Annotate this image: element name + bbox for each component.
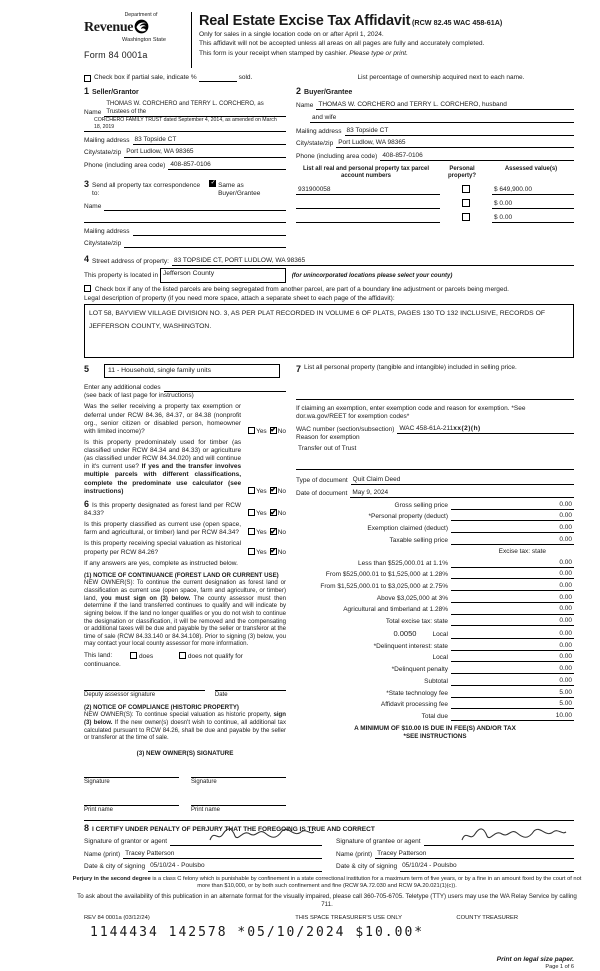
parcel-numbers-header: List all real and personal property tax parcel account numbers: [302, 165, 430, 180]
notice1-title: (1) NOTICE OF CONTINUANCE (FOREST LAND OR CURRENT USE): [84, 571, 279, 579]
buyer-section: [296, 86, 574, 248]
exemption-question: Was the seller receiving a property tax exemption or deferral under RCW 84.36, 84.37, or 84.38 (nonprofit org., senior citizen or disabled person, homeowner with limited income)?: [84, 403, 242, 435]
tax-row-label: Subtotal: [424, 677, 448, 685]
tax-row-value[interactable]: 5.00: [451, 689, 574, 698]
deputy-assessor-signature-label: Deputy assessor signature: [84, 692, 156, 699]
tax-row-label: *Delinquent interest: state: [373, 642, 448, 650]
tax-row-label: Gross selling price: [394, 501, 448, 509]
reason-extra-field[interactable]: [296, 461, 574, 470]
legal-description-label: Legal description of property (if you need more space, attach a separate sheet to each page of the affidavit):: [84, 294, 395, 302]
buyer-heading: Buyer/Grantee: [304, 89, 353, 96]
tax-row-label: Less than $525,000.01 at 1.1%: [358, 559, 448, 567]
exemption-no-checkbox[interactable]: [270, 427, 277, 434]
tax-row-label: Affidavit processing fee: [380, 701, 448, 709]
assessed-value-field[interactable]: $ 0.00: [492, 214, 574, 223]
header-divider: [191, 12, 192, 68]
sold-label: sold.: [238, 73, 253, 81]
correspondence-mailing-label: Mailing address: [84, 227, 130, 235]
additional-codes-label: Enter any additional codes: [84, 384, 161, 392]
deputy-date-field[interactable]: [215, 681, 286, 691]
tax-row-value[interactable]: 0.00: [451, 653, 574, 662]
deputy-assessor-signature-field[interactable]: [84, 681, 205, 691]
buyer-name-field[interactable]: THOMAS W. CORCHERO and TERRY L. CORCHERO, husband: [316, 101, 574, 110]
parcel-number-field[interactable]: [296, 214, 440, 223]
seller-heading: Seller/Grantor: [92, 89, 139, 96]
tax-row-label: *Personal property (deduct): [368, 513, 448, 521]
segregated-label: Check box if any of the listed parcels are being segregated from another parcel, are part of a boundary line adjustment or parcels being merged.: [94, 285, 509, 293]
tax-row-value[interactable]: 0.00: [451, 524, 574, 533]
grantee-signature-image: [458, 825, 568, 848]
revenue-wordmark: Revenue: [84, 19, 134, 35]
grantor-print-name-label: Name (print): [84, 850, 121, 858]
property-section: [84, 254, 574, 358]
owner1-print-name-label: Print name: [84, 807, 114, 814]
street-address-label: Street address of property:: [92, 257, 169, 265]
buyer-mailing-field[interactable]: 83 Topside CT: [345, 127, 574, 136]
document-type-label: Type of document: [296, 477, 348, 485]
parcel-row: [296, 213, 574, 223]
grantor-date-city-field[interactable]: 05/10/24 - Poulsbo: [148, 862, 322, 871]
grantee-print-name-field[interactable]: Tracey Patterson: [375, 850, 574, 859]
historic-no-checkbox[interactable]: [270, 548, 277, 555]
tax-row-value[interactable]: 0.00: [451, 594, 574, 603]
owner2-signature-label: Signature: [191, 778, 217, 785]
grantee-date-city-field[interactable]: 05/10/24 - Poulsbo: [400, 862, 574, 871]
tax-row-value[interactable]: 0.00: [451, 677, 574, 686]
personal-property-checkbox[interactable]: [462, 213, 470, 221]
seller-name-label: Name: [84, 109, 102, 117]
tax-row-label: From $525,000.01 to $1,525,000 at 1.28%: [325, 571, 448, 579]
tax-row-value[interactable]: 0.00: [451, 665, 574, 674]
correspondence-name-field[interactable]: [104, 202, 286, 211]
tax-row-value[interactable]: 0.00: [451, 536, 574, 545]
form-header: [84, 12, 574, 68]
tax-row-label: From $1,525,000.01 to $3,025,000 at 2.75%: [320, 583, 448, 591]
owner2-print-name-label: Print name: [191, 807, 221, 814]
partial-sale-label: Check box if partial sale, indicate %: [94, 73, 197, 81]
notice2-body: NEW OWNER(S): To continue special valuation as historic property, sign (3) below. If the new owner(s) doesn't wish to continue, all additional tax calculated pursuant to RCW 84.26, shall be due and payable by the seller or transferor at the time of sale.: [84, 711, 286, 742]
correspondence-section: [84, 179, 286, 198]
section-1-number: 1: [84, 86, 90, 96]
owner2-signature-field[interactable]: [191, 768, 286, 778]
parcel-row: [296, 185, 574, 195]
tax-computation: [296, 501, 574, 721]
buyer-mailing-label: Mailing address: [296, 127, 342, 135]
dor-swirl-icon: [134, 19, 149, 37]
seller-phone-field[interactable]: 408-857-0106: [168, 161, 286, 170]
forest-question: Is this property designated as forest land per RCW 84.33?: [84, 501, 242, 518]
tax-row-value[interactable]: 0.00: [451, 617, 574, 626]
tax-row-value[interactable]: 0.00: [451, 559, 574, 568]
historic-yes-checkbox[interactable]: [248, 548, 255, 555]
ownership-note: List percentage of ownership acquired next to each name.: [357, 73, 525, 81]
forest-yes-checkbox[interactable]: [248, 509, 255, 516]
tax-row-label: Local: [432, 654, 448, 662]
seller-name-field-line2[interactable]: CORCHERO FAMILY TRUST dated September 4, 2014, as amended on March 18, 2019: [84, 117, 286, 132]
if-yes-note: If any answers are yes, complete as instructed below.: [84, 559, 238, 567]
exemption-note: If claiming an exemption, enter exemption code and reason for exemption. *See dor.wa.gov/REET for exemption codes*: [296, 405, 526, 421]
tax-row-value[interactable]: 0.00: [451, 582, 574, 591]
personal-property-section: [296, 364, 574, 815]
print-legal-note: Print on legal size paper.: [496, 955, 574, 963]
tax-row-value[interactable]: 0.00: [451, 642, 574, 651]
excise-tax-state-header: Excise tax: state: [498, 547, 546, 555]
correspondence-csz-label: City/state/zip: [84, 240, 122, 248]
timber-no-checkbox[interactable]: [270, 487, 277, 494]
correspondence-extra-field[interactable]: [84, 214, 286, 223]
parcel-table-header: [296, 166, 574, 181]
form-title: Real Estate Excise Tax Affidavit: [199, 13, 411, 29]
grantor-signature-label: Signature of grantor or agent: [84, 838, 168, 846]
document-date-field[interactable]: May 9, 2024: [350, 489, 574, 498]
personal-property-list-field[interactable]: [296, 391, 574, 400]
washington-state-label: Washington State: [122, 36, 166, 43]
historic-question: Is this property receiving special valuation as historical property per RCW 84.26?: [84, 540, 242, 556]
tax-row-label: Taxable selling price: [389, 536, 448, 544]
section-4-number: 4: [84, 254, 90, 265]
grantee-date-city-label: Date & city of signing: [336, 863, 398, 871]
notice1-body: NEW OWNER(S): To continue the current designation as forest land or classification as current use (open space, farm and agriculture, or timber) land, you must sign on (3) below. The county assessor must then determine if the land transferred continues to qualify and will indicate by signing below. If the land no longer qualifies or you do not wish to continue the designation or classification, it will be removed and the compensating or additional taxes will be due and payable by the seller or transferor at the time of sale (RCW 84.33.140 or 84.34.108). Prior to signing (3) below, you may contact your local county assessor for more information.: [84, 579, 286, 648]
owner2-print-name-field[interactable]: [191, 796, 286, 806]
local-rate-value: 0.0050: [393, 628, 417, 638]
dept-of-label: Department of: [124, 12, 158, 18]
new-owner-signature-title: (3) NEW OWNER(S) SIGNATURE: [136, 749, 234, 757]
tax-row-value[interactable]: 0.00: [451, 630, 574, 639]
additional-codes-field[interactable]: [164, 383, 286, 392]
tax-row-label: Exemption claimed (deduct): [367, 525, 448, 533]
county-note: (for unincorporated locations please select your county): [291, 272, 453, 279]
owner1-print-name-field[interactable]: [84, 796, 179, 806]
seller-mailing-label: Mailing address: [84, 136, 130, 144]
owner1-signature-label: Signature: [84, 778, 110, 785]
treasurer-use-label: THIS SPACE TREASURER'S USE ONLY: [295, 915, 402, 922]
tax-row-label: Agricultural and timberland at 1.28%: [343, 606, 448, 614]
see-back-note: (see back of last page for instructions): [84, 392, 194, 400]
buyer-csz-label: City/state/zip: [296, 140, 334, 148]
personal-property-header: Personal property?: [447, 165, 476, 180]
designation-section: 6 Is this property designated as forest land per RCW 84.33? Yes ✔ No: [84, 499, 286, 518]
correspondence-mailing-field[interactable]: [133, 227, 286, 236]
land-does-qualify-checkbox[interactable]: [130, 652, 137, 659]
section-7-number: 7: [296, 363, 302, 374]
tax-row-value[interactable]: 0.00: [451, 501, 574, 510]
seller-mailing-field[interactable]: 83 Topside CT: [133, 136, 286, 145]
located-in-label: This property is located in: [84, 271, 159, 279]
buyer-phone-label: Phone (including area code): [296, 152, 378, 160]
notice2-title: (2) NOTICE OF COMPLIANCE (HISTORIC PROPERTY): [84, 703, 239, 711]
parcel-row: [296, 199, 574, 209]
correspondence-name-label: Name: [84, 202, 102, 210]
correspondence-csz-field[interactable]: [124, 239, 286, 248]
same-as-buyer-label: Same as Buyer/Grantee: [218, 182, 261, 198]
certify-section: [84, 820, 574, 872]
section-3-number: 3: [84, 179, 90, 190]
owner1-signature-field[interactable]: [84, 768, 179, 778]
grantor-print-name-field[interactable]: Tracey Patterson: [123, 850, 322, 859]
treasurer-stamp: 1144434 142578 *05/10/2024 $10.00*: [90, 925, 425, 941]
reason-for-exemption-label: Reason for exemption: [296, 434, 360, 441]
certify-heading: I CERTIFY UNDER PENALTY OF PERJURY THAT THE FOREGOING IS TRUE AND CORRECT: [92, 825, 375, 833]
continuance-label: continuance.: [84, 661, 121, 669]
deputy-date-label: Date: [214, 692, 228, 699]
land-use-code-field[interactable]: 11 - Household, single family units: [104, 364, 280, 378]
tax-row-label: Total due: [421, 712, 448, 720]
tax-row-value[interactable]: 0.00: [451, 570, 574, 579]
correspondence-label: Send all property tax correspondence to:: [92, 182, 201, 198]
county-treasurer-label: COUNTY TREASURER: [456, 915, 519, 922]
tax-row-value[interactable]: 0.00: [451, 512, 574, 521]
land-use-section: 5 11 - Household, single family units Enter any additional codes (see back of last page for instructions) Was the seller receiving a property tax exemption or deferral under RCW 84.36, 84.37, or 84.38 (nonprofit org., senior citizen or disabled person, homeowner with limited income)? Yes ✔ No Is this property predominately used for timber (as classified under RCW 84.34 and 84.33) or agriculture (as classified under RCW 84.34.020) and will continue in it's current use? If yes and the transfer involves multiple parcels with different classifications, complete the predominate use calculator (see instructions) Yes ✔ No 6 Is this property designated as forest land per RCW 84.33? Yes ✔ No Is this property classified as current use (open space, farm and agricultural, or timber) land per RCW 84.34? Yes ✔ No Is this property receiving special valuation as historical property per RCW 84.26? Yes ✔ No If any answers are yes, complete as instructed below. (1) NOTICE OF CONTINUANCE (FOREST LAND OR CURRENT USE) NEW OWNER(S): To continue the current designation as forest land or classification as current use (open space, farm and agriculture, or timber) land, you must sign on (3) below. The county assessor must then determine if the land transferred continues to qualify and will indicate by signing below. If the land no longer qualifies or you do not wish to continue the designation or classification, it will be removed and the compensating or additional taxes will be due and payable by the seller or transferor at the time of sale (RCW 84.33.140 or 84.34.108). Prior to signing (3) below, you may contact your local county assessor for more information. This land: does does not qualify for continuance. Deputy assessor signature Date (2) NOTICE OF COMPLIANCE (HISTORIC PROPERTY) NEW OWNER(S): To continue special valuation as historic property, sign (3) below. If the new owner(s) doesn't wish to continue, all additional tax calculated pursuant to RCW 84.26, shall be due and payable by the seller or transferor at the time of sale. (3) NEW OWNER(S) SIGNATURE Signature Signature Print name Print name: [84, 364, 296, 815]
timber-question: Is this property predominately used for timber (as classified under RCW 84.34 and 84.33) or agriculture (as classified under RCW 84.34.020) and will continue in it's current use? If yes and the transfer involves multiple parcels with different classifications, complete the predominate use calculator (see instructions): [84, 438, 242, 495]
minimum-due-note: A MINIMUM OF $10.00 IS DUE IN FEE(S) AND/OR TAX: [354, 725, 516, 733]
rev-form-id: REV 84 0001a (03/12/24): [84, 915, 150, 922]
section-8-number: 8: [84, 822, 90, 833]
same-as-buyer-checkbox[interactable]: [209, 180, 216, 187]
current-use-no-checkbox[interactable]: [270, 528, 277, 535]
personal-property-checkbox[interactable]: [462, 185, 470, 193]
document-date-label: Date of document: [296, 489, 348, 497]
seller-csz-field[interactable]: Port Ludlow, WA 98365: [124, 148, 286, 157]
section-2-number: 2: [296, 86, 302, 96]
seller-section: [84, 86, 296, 248]
partial-sale-checkbox[interactable]: [84, 75, 91, 82]
reason-for-exemption-field[interactable]: Transfer out of Trust: [298, 445, 357, 453]
form-title-rcw-ref: (RCW 82.45 WAC 458-61A): [412, 18, 503, 27]
header-note-3: This form is your receipt when stamped by cashier. Please type or print.: [199, 49, 408, 57]
tax-row-label: *Delinquent penalty: [391, 666, 448, 674]
segregated-checkbox[interactable]: [84, 285, 91, 292]
parcel-number-field[interactable]: [296, 200, 440, 209]
assessed-value-header: Assessed value(s): [504, 165, 558, 172]
tax-row-value[interactable]: 10.00: [451, 712, 574, 721]
buyer-name-label: Name: [296, 102, 314, 110]
current-use-yes-checkbox[interactable]: [248, 528, 255, 535]
assessed-value-field[interactable]: $ 0.00: [492, 200, 574, 209]
personal-property-label: List all personal property (tangible and intangible) included in selling price.: [304, 363, 517, 371]
header-note-2: This affidavit will not be accepted unless all areas on all pages are fully and accurately completed.: [199, 40, 485, 48]
perjury-note: Perjury in the second degree is a class C felony which is punishable by confinement in a state correctional institution for a maximum term of five years, or by a fine in an amount fixed by the court of not more than $10,000, or by both such confinement and fine (RCW 9A.72.030 and RCW 9A.20.021(1)(c)).: [72, 875, 582, 890]
grantee-signature-label: Signature of grantee or agent: [336, 838, 421, 846]
seller-phone-label: Phone (including area code): [84, 162, 166, 169]
dor-logo: [84, 12, 184, 68]
partial-sale-percent-field[interactable]: [199, 73, 237, 82]
legal-description-field[interactable]: LOT 58, BAYVIEW VILLAGE DIVISION NO. 3, AS PER PLAT RECORDED IN VOLUME 6 OF PLATS, PAGES 130 TO 132 INCLUSIVE, RECORDS OF JEFFERSON COUNTY, WASHINGTON.: [84, 304, 574, 358]
does-label: does: [139, 652, 154, 660]
parcel-number-field[interactable]: 931900058: [296, 186, 440, 195]
section-6-number: 6: [84, 498, 90, 509]
tax-row-label: Above $3,025,000 at 3%: [376, 594, 448, 602]
exemption-yes-checkbox[interactable]: [248, 427, 255, 434]
form-number: Form 84 0001a: [84, 49, 148, 60]
seller-name-field[interactable]: THOMAS W. CORCHERO and TERRY L. CORCHERO, as Trustees of the: [104, 101, 286, 117]
grantor-signature-image: [206, 825, 316, 848]
page-number: Page 1 of 6: [545, 963, 574, 970]
does-not-label: does not qualify for: [187, 652, 243, 660]
section-5-number: 5: [84, 363, 90, 374]
seller-csz-label: City/state/zip: [84, 149, 122, 157]
tax-row-label: *State technology fee: [386, 689, 448, 697]
wac-number-label: WAC number (section/subsection): [296, 425, 395, 433]
header-note-1: Only for sales in a single location code on or after April 1, 2024.: [199, 31, 384, 39]
tax-row-label: Total excise tax: state: [385, 618, 448, 626]
this-land-label: This land:: [84, 651, 113, 659]
land-does-not-qualify-checkbox[interactable]: [179, 652, 186, 659]
current-use-question: Is this property classified as current use (open space, farm and agricultural, or timber) land per RCW 84.34?: [84, 521, 242, 537]
buyer-name-field-line2[interactable]: and wife: [310, 114, 574, 123]
tax-row-value[interactable]: 0.00: [451, 605, 574, 614]
grantee-print-name-label: Name (print): [336, 850, 373, 858]
grantor-date-city-label: Date & city of signing: [84, 863, 146, 871]
tax-row-value[interactable]: 5.00: [451, 700, 574, 709]
buyer-csz-field[interactable]: Port Ludlow, WA 98365: [336, 139, 574, 148]
timber-yes-checkbox[interactable]: [248, 487, 255, 494]
buyer-phone-field[interactable]: 408-857-0106: [380, 152, 574, 161]
accessibility-note: To ask about the availability of this publication in an alternate format for the visually impaired, please call 360-705-6705. Teletype (TTY) users may use the WA Relay Service by calling 711.: [77, 892, 577, 909]
see-instructions-note: *SEE INSTRUCTIONS: [403, 733, 467, 741]
street-address-field[interactable]: 83 TOPSIDE CT, PORT LUDLOW, WA 98365: [172, 257, 574, 266]
wac-number-field[interactable]: WAC 458-61A-211xx(2)(h): [397, 425, 574, 434]
personal-property-checkbox[interactable]: [462, 199, 470, 207]
forest-no-checkbox[interactable]: [270, 509, 277, 516]
document-type-field[interactable]: Quit Claim Deed: [351, 476, 574, 485]
county-select[interactable]: Jefferson County: [160, 268, 286, 283]
assessed-value-field[interactable]: $ 649,900.00: [492, 186, 574, 195]
tax-row-label: 0.0050 Local: [393, 628, 448, 638]
